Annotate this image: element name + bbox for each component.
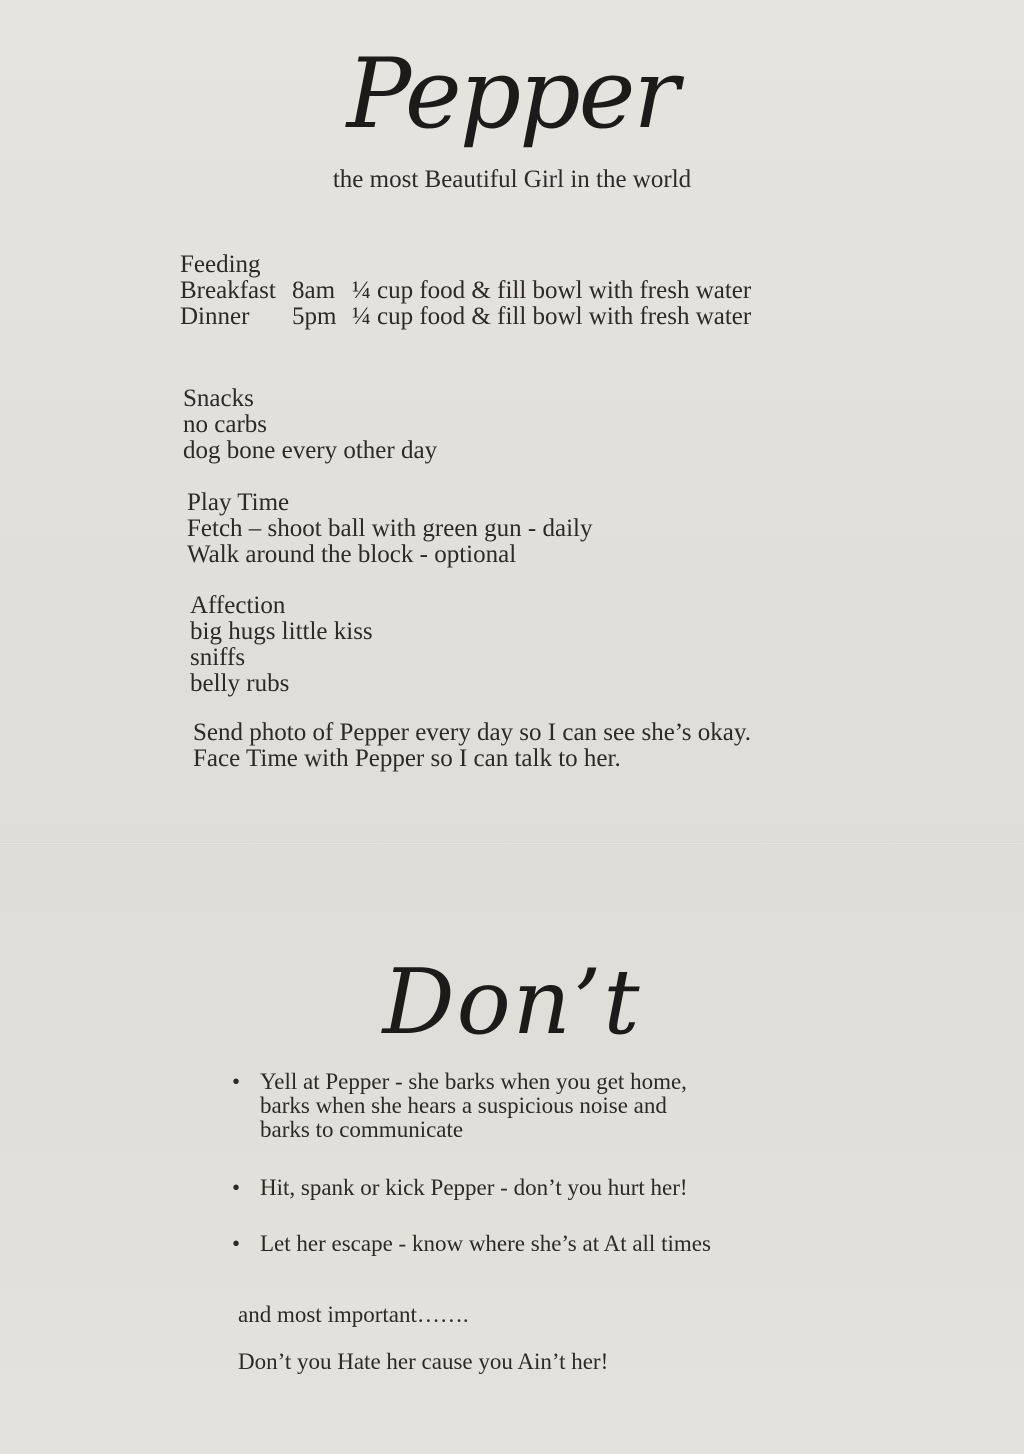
meal-name: Dinner bbox=[180, 303, 250, 330]
play-time-item: Fetch – shoot ball with green gun - daily bbox=[187, 515, 593, 542]
dont-item bbox=[232, 1232, 711, 1256]
dont-list bbox=[232, 1070, 711, 1256]
affection-section bbox=[190, 593, 373, 697]
page-title: Pepper bbox=[346, 38, 678, 150]
snacks-item: no carbs bbox=[183, 411, 267, 438]
bullet-icon: • bbox=[232, 1069, 241, 1094]
play-time-item: Walk around the block - optional bbox=[187, 541, 517, 568]
dont-item-line: Let her escape - know where she’s at At all times bbox=[260, 1231, 711, 1256]
meal-time: 8am bbox=[292, 277, 336, 304]
meal-detail: ¼ cup food & fill bowl with fresh water bbox=[352, 303, 752, 330]
feeding-heading: Feeding bbox=[180, 251, 261, 278]
affection-item: sniffs bbox=[190, 644, 246, 671]
paper-fold bbox=[0, 842, 1024, 844]
play-time-heading: Play Time bbox=[187, 489, 290, 516]
dont-item-line: Yell at Pepper - she barks when you get home, bbox=[260, 1069, 687, 1094]
feeding-section bbox=[180, 252, 751, 330]
dont-item-line: barks when she hears a suspicious noise and bbox=[260, 1093, 667, 1118]
page-subtitle: the most Beautiful Girl in the world bbox=[332, 166, 692, 193]
bullet-icon: • bbox=[232, 1231, 241, 1256]
snacks-heading: Snacks bbox=[183, 385, 254, 412]
dont-item bbox=[232, 1070, 711, 1142]
snacks-item: dog bone every other day bbox=[183, 437, 438, 464]
note-line: Send photo of Pepper every day so I can see she’s okay. bbox=[193, 719, 751, 746]
snacks-section bbox=[183, 386, 437, 464]
bullet-icon: • bbox=[232, 1175, 241, 1200]
dont-title: Don’t bbox=[382, 950, 642, 1055]
closing-intro: and most important……. bbox=[238, 1302, 469, 1327]
dont-item-line: barks to communicate bbox=[260, 1117, 464, 1142]
dont-item bbox=[232, 1176, 711, 1200]
closing-line: Don’t you Hate her cause you Ain’t her! bbox=[238, 1349, 609, 1374]
feeding-row-dinner bbox=[180, 304, 751, 330]
meal-detail: ¼ cup food & fill bowl with fresh water bbox=[352, 277, 752, 304]
affection-item: big hugs little kiss bbox=[190, 618, 373, 645]
play-time-section bbox=[187, 490, 592, 568]
feeding-row-breakfast bbox=[180, 278, 751, 304]
notes-section bbox=[193, 720, 751, 772]
affection-heading: Affection bbox=[190, 592, 286, 619]
meal-time: 5pm bbox=[292, 303, 337, 330]
meal-name: Breakfast bbox=[180, 277, 276, 304]
affection-item: belly rubs bbox=[190, 670, 290, 697]
dont-item-line: Hit, spank or kick Pepper - don’t you hurt her! bbox=[260, 1175, 688, 1200]
note-line: Face Time with Pepper so I can talk to her. bbox=[193, 745, 621, 772]
